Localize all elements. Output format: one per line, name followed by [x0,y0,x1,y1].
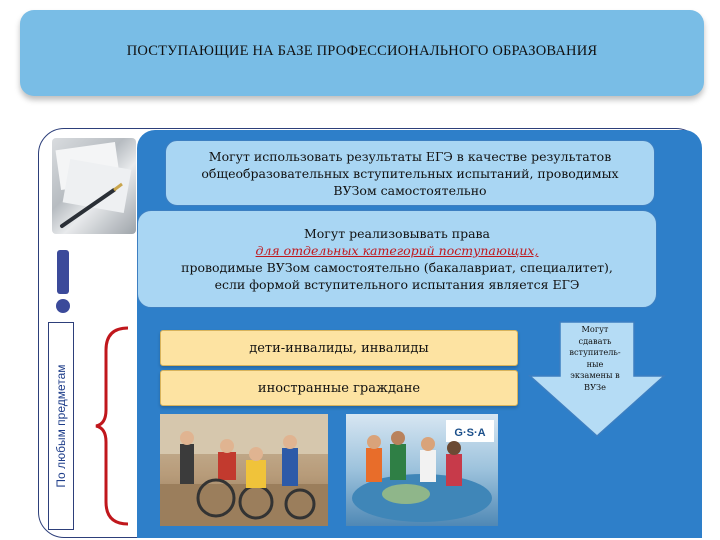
students-photo [346,414,498,526]
ege-results-box [165,140,655,206]
desk-photo [52,138,136,234]
brace-icon [92,326,136,526]
arrow-note [560,324,630,393]
arrow-note-line-1: Могут [581,324,609,334]
category-disabled [160,330,518,366]
arrow-note-line-6: ВУЗе [584,381,606,392]
ege-line-1: Могут использовать результаты ЕГЭ в качестве результатов [208,148,612,164]
arrow-note-line-4: ные [586,358,604,369]
side-label-text: По любым предметам [54,364,68,488]
title-banner [20,10,704,96]
category-disabled-label: дети-инвалиды, инвалиды [249,340,429,356]
rights-line-4: если формой вступительного испытания является ЕГЭ [214,277,580,292]
rights-line-3: проводимые ВУЗом самостоятельно (бакалавриат, специалитет), [181,260,613,275]
rights-box [137,210,657,308]
sign-text: G·S·A [454,427,486,439]
page-title: ПОСТУПАЮЩИЕ НА БАЗЕ ПРОФЕССИОНАЛЬНОГО ОБРАЗОВАНИЯ [126,42,598,59]
exclamation-icon [52,250,74,314]
rights-line-2-highlight: для отдельных категорий поступающих, [255,243,539,258]
arrow-note-line-3: вступитель- [569,347,621,357]
ege-line-2: общеобразовательных вступительных испытаний, проводимых [201,165,619,181]
arrow-note-line-2: сдавать [578,335,612,346]
side-label [48,322,74,530]
rights-line-1: Могут реализовывать права [303,226,491,241]
category-foreign [160,370,518,406]
wheelchair-photo [160,414,328,526]
category-foreign-label: иностранные граждане [257,380,421,396]
ege-line-3: ВУЗом самостоятельно [333,182,487,198]
arrow-note-line-5: экзамены в [570,370,620,380]
